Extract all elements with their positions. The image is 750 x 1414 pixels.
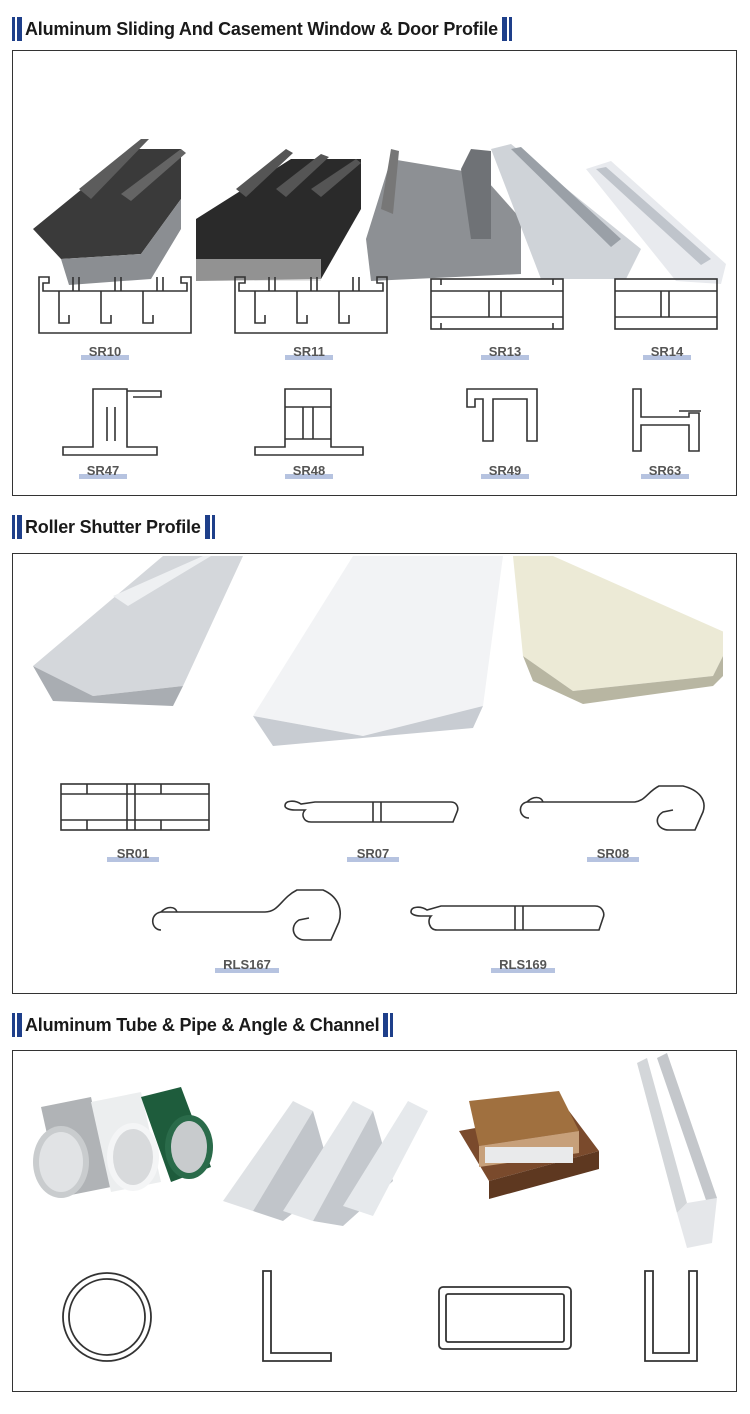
panel-roller <box>12 553 737 994</box>
heading-bars-left <box>12 515 22 539</box>
profile-label-sr47 <box>79 463 127 479</box>
profile-diagram-sr11 <box>231 273 391 339</box>
profile-diagram-sr47 <box>57 385 167 459</box>
profile-code: SR49 <box>488 463 522 478</box>
profile-code: SR08 <box>596 846 630 861</box>
profile-label-rls169 <box>491 957 555 973</box>
profile-code: SR14 <box>650 344 684 359</box>
u-channel-photo <box>617 1053 727 1253</box>
profile-diagram-sr48 <box>251 385 367 459</box>
angle-diagram <box>257 1267 337 1367</box>
profile-label-sr11 <box>285 344 333 360</box>
profile-label-sr08 <box>587 846 639 862</box>
panel-sliding <box>12 50 737 496</box>
profile-code: SR11 <box>293 344 325 359</box>
section-title: Aluminum Sliding And Casement Window & Door Profile <box>25 18 498 39</box>
u-channel-diagram <box>639 1267 703 1367</box>
round-tubes-photo <box>21 1087 221 1207</box>
profile-label-sr48 <box>285 463 333 479</box>
profile-code: SR63 <box>648 463 682 478</box>
heading-bars-right <box>502 17 512 41</box>
profile-diagram-sr08 <box>513 782 713 836</box>
profile-label-sr14 <box>643 344 691 360</box>
heading-bars-right <box>205 515 215 539</box>
profile-code: SR47 <box>86 463 120 478</box>
panel-tube <box>12 1050 737 1392</box>
profile-diagram-sr49 <box>463 385 543 451</box>
profile-code: SR01 <box>116 846 150 861</box>
profile-diagram-sr63 <box>623 385 707 459</box>
profile-label-rls167 <box>215 957 279 973</box>
profile-diagram-sr10 <box>35 273 195 339</box>
profile-diagram-rls167 <box>147 886 347 946</box>
section-heading-tube <box>12 1010 393 1040</box>
profile-label-sr49 <box>481 463 529 479</box>
heading-bars-left <box>12 1013 22 1037</box>
profile-diagram-sr13 <box>427 275 567 337</box>
profile-diagram-sr14 <box>611 275 721 337</box>
sliding-profiles-photo <box>21 89 729 291</box>
profile-diagram-rls169 <box>407 898 609 936</box>
heading-bars-left <box>12 17 22 41</box>
profile-code: RLS167 <box>223 957 271 972</box>
profile-label-sr63 <box>641 463 689 479</box>
profile-code: RLS169 <box>499 957 547 972</box>
heading-bars-right <box>383 1013 393 1037</box>
profile-label-sr07 <box>347 846 399 862</box>
profile-label-sr01 <box>107 846 159 862</box>
profile-code: SR07 <box>356 846 390 861</box>
profile-diagram-sr01 <box>57 780 213 834</box>
round-tube-diagram <box>59 1269 155 1365</box>
profile-label-sr10 <box>81 344 129 360</box>
roller-shutter-photo <box>33 556 723 746</box>
section-title: Roller Shutter Profile <box>25 516 201 537</box>
section-title: Aluminum Tube & Pipe & Angle & Channel <box>25 1014 380 1035</box>
profile-code: SR13 <box>488 344 522 359</box>
rectangular-tubes-photo <box>449 1091 609 1201</box>
profile-label-sr13 <box>481 344 529 360</box>
profile-diagram-sr07 <box>281 792 463 830</box>
section-heading-roller <box>12 512 215 542</box>
profile-code: SR48 <box>292 463 326 478</box>
rectangular-tube-diagram <box>435 1283 575 1353</box>
section-heading-sliding <box>12 14 512 44</box>
profile-code: SR10 <box>88 344 122 359</box>
angle-profiles-photo <box>213 1081 433 1231</box>
